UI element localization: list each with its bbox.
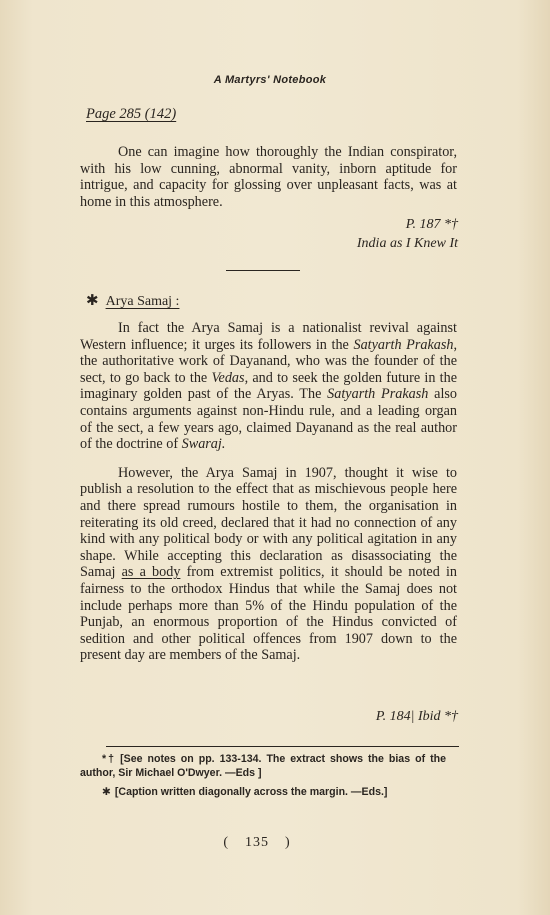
citation-page-187: P. 187 *† [405,217,458,232]
footnote-2 [80,786,446,800]
term-vedas: Vedas [211,369,245,386]
term-swaraj: Swaraj. [181,436,226,453]
passage-1-text: One can imagine how thoroughly the Indian conspirator, with his low cunning, abnormal vanity, inborn aptitude for intrigue, and capacity for glossing over unpleasant facts, was at home in this atmosphere. [80,144,457,210]
passage-1 [80,144,457,210]
section-heading-label: Arya Samaj : [105,294,180,309]
page-number-value: 135 [245,835,269,850]
paragraph-resolution-1907: However, the Arya Samaj in 1907, thought it wise to publish a resolution to the effect that as mischievous people here and there spread rumours hostile to them, the organisation in reiterating its old creed, declared that it had no connection of any kind with any political body or with any political agitation in any shape. While accepting this declaration as disassociating the Samaj as a body from extremist politics, it should be noted in fairness to the orthodox Hindus that while the Samaj does not include perhaps more than 5% of the Hindu population of the Punjab, an enormous proportion of the Hindus convicted of sedition and other political offences from 1907 down to the present day are members of the Samaj. [80,464,457,664]
citation-page-184: P. 184| Ibid *† [375,709,458,724]
footnote-1-mark: *† [102,753,117,765]
citation-book-title: India as I Knew It [356,236,458,251]
paragraph-arya-samaj-revival: In fact the Arya Samaj is a nationalist revival against Western influence; it urges its followers in the Satyarth Prakash, the authoritative work of Dayanand, who was the founder of the sect, to go back to the Vedas, and to seek the golden future in the imaginary golden past of the Aryas. The Satyarth Prakash also contains arguments against non-Hindu rule, and a leading organ of the sect, a few years ago, claimed Dayanand as the real author of the doctrine of Swaraj. [80,320,457,453]
section-divider [226,270,300,271]
footnote-1-text: [See notes on pp. 133-134. The extract shows the bias of the author, Sir Michael O'Dwyer. —Eds ] [80,753,446,779]
passage-2 [80,320,457,664]
asterisk-marker-icon: ✱ [86,293,99,309]
underlined-as-a-body: as a body [121,564,181,581]
book-title-satyarth-prakash-2: Satyarth Prakash [327,386,429,403]
page-number-open: ( [223,835,229,850]
footnote-2-text: [Caption written diagonally across the margin. —Eds.] [114,786,388,798]
page-number [0,835,514,851]
page-reference: Page 285 (142) [86,106,177,122]
book-title-satyarth-prakash: Satyarth Prakash [353,336,454,353]
footnote-1 [80,753,446,780]
section-heading [86,291,179,310]
page-number-close: ) [285,835,291,850]
footnote-2-mark: ✱ [102,786,111,798]
running-head: A Martyrs' Notebook [213,74,327,86]
footnote-divider [106,746,459,747]
